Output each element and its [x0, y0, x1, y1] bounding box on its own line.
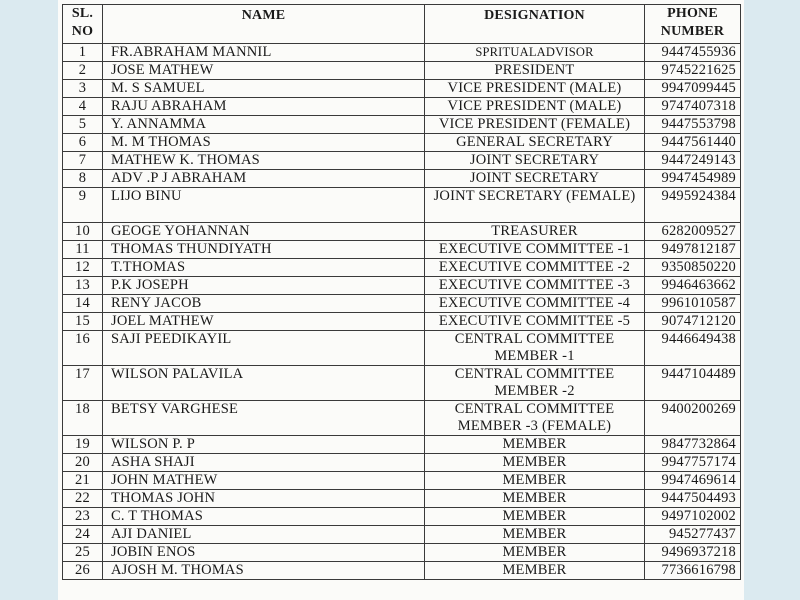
row-sl-no: 5 — [63, 116, 103, 134]
table-row — [63, 134, 741, 152]
row-name: AJI DANIEL — [103, 526, 425, 544]
row-designation: MEMBER — [425, 508, 645, 526]
row-name: T.THOMAS — [103, 259, 425, 277]
row-phone-number: 9446649438 — [645, 331, 741, 366]
row-phone-number: 9074712120 — [645, 313, 741, 331]
row-designation: GENERAL SECRETARY — [425, 134, 645, 152]
row-sl-no: 2 — [63, 62, 103, 80]
row-phone-number: 9946463662 — [645, 277, 741, 295]
row-designation: CENTRAL COMMITTEE MEMBER -1 — [425, 331, 645, 366]
row-sl-no: 18 — [63, 401, 103, 436]
row-name: THOMAS JOHN — [103, 490, 425, 508]
table-row — [63, 277, 741, 295]
row-name: Y. ANNAMMA — [103, 116, 425, 134]
header-name: NAME — [103, 5, 425, 44]
row-name: P.K JOSEPH — [103, 277, 425, 295]
table-row — [63, 259, 741, 277]
row-phone-number: 9497812187 — [645, 241, 741, 259]
row-designation: VICE PRESIDENT (FEMALE) — [425, 116, 645, 134]
row-name: RENY JACOB — [103, 295, 425, 313]
table-row — [63, 223, 741, 241]
row-sl-no: 17 — [63, 366, 103, 401]
row-designation: PRESIDENT — [425, 62, 645, 80]
row-designation: TREASURER — [425, 223, 645, 241]
row-name: M. M THOMAS — [103, 134, 425, 152]
row-sl-no: 14 — [63, 295, 103, 313]
row-name: MATHEW K. THOMAS — [103, 152, 425, 170]
row-phone-number: 9447104489 — [645, 366, 741, 401]
row-phone-number: 9496937218 — [645, 544, 741, 562]
row-phone-number: 9745221625 — [645, 62, 741, 80]
row-name: JOHN MATHEW — [103, 472, 425, 490]
row-phone-number: 9961010587 — [645, 295, 741, 313]
row-phone-number: 9495924384 — [645, 188, 741, 223]
row-name: LIJO BINU — [103, 188, 425, 223]
table-row — [63, 170, 741, 188]
row-designation: JOINT SECRETARY — [425, 170, 645, 188]
table-row — [63, 490, 741, 508]
row-name: JOEL MATHEW — [103, 313, 425, 331]
row-phone-number: 9447553798 — [645, 116, 741, 134]
row-phone-number: 9947469614 — [645, 472, 741, 490]
row-sl-no: 7 — [63, 152, 103, 170]
table-header-row — [63, 5, 741, 44]
row-name: ADV .P J ABRAHAM — [103, 170, 425, 188]
committee-table — [62, 4, 741, 580]
row-sl-no: 23 — [63, 508, 103, 526]
row-sl-no: 6 — [63, 134, 103, 152]
row-sl-no: 22 — [63, 490, 103, 508]
row-designation: JOINT SECRETARY — [425, 152, 645, 170]
row-name: AJOSH M. THOMAS — [103, 562, 425, 580]
row-phone-number: 9947454989 — [645, 170, 741, 188]
document-page — [58, 0, 744, 600]
row-designation: MEMBER — [425, 472, 645, 490]
row-designation: MEMBER — [425, 490, 645, 508]
table-row — [63, 80, 741, 98]
table-row — [63, 188, 741, 223]
table-row — [63, 44, 741, 62]
table-row — [63, 366, 741, 401]
table-row — [63, 116, 741, 134]
row-sl-no: 26 — [63, 562, 103, 580]
row-sl-no: 20 — [63, 454, 103, 472]
row-sl-no: 1 — [63, 44, 103, 62]
row-phone-number: 9447561440 — [645, 134, 741, 152]
table-row — [63, 544, 741, 562]
row-designation: EXECUTIVE COMMITTEE -5 — [425, 313, 645, 331]
table-row — [63, 152, 741, 170]
row-name: GEOGE YOHANNAN — [103, 223, 425, 241]
row-phone-number: 9947757174 — [645, 454, 741, 472]
table-row — [63, 508, 741, 526]
row-sl-no: 13 — [63, 277, 103, 295]
row-sl-no: 12 — [63, 259, 103, 277]
row-name: JOSE MATHEW — [103, 62, 425, 80]
row-sl-no: 16 — [63, 331, 103, 366]
row-sl-no: 19 — [63, 436, 103, 454]
row-name: M. S SAMUEL — [103, 80, 425, 98]
row-designation: CENTRAL COMMITTEE MEMBER -2 — [425, 366, 645, 401]
table-row — [63, 436, 741, 454]
row-phone-number: 9447455936 — [645, 44, 741, 62]
table-row — [63, 331, 741, 366]
row-phone-number: 7736616798 — [645, 562, 741, 580]
row-name: THOMAS THUNDIYATH — [103, 241, 425, 259]
row-designation: EXECUTIVE COMMITTEE -2 — [425, 259, 645, 277]
row-designation: MEMBER — [425, 544, 645, 562]
table-row — [63, 295, 741, 313]
header-designation: DESIGNATION — [425, 5, 645, 44]
row-sl-no: 3 — [63, 80, 103, 98]
row-phone-number: 9447504493 — [645, 490, 741, 508]
row-name: FR.ABRAHAM MANNIL — [103, 44, 425, 62]
table-row — [63, 454, 741, 472]
row-sl-no: 9 — [63, 188, 103, 223]
row-sl-no: 11 — [63, 241, 103, 259]
row-designation: EXECUTIVE COMMITTEE -3 — [425, 277, 645, 295]
table-row — [63, 562, 741, 580]
row-designation: VICE PRESIDENT (MALE) — [425, 98, 645, 116]
row-designation: JOINT SECRETARY (FEMALE) — [425, 188, 645, 223]
row-sl-no: 24 — [63, 526, 103, 544]
row-sl-no: 10 — [63, 223, 103, 241]
row-designation: MEMBER — [425, 526, 645, 544]
row-phone-number: 9847732864 — [645, 436, 741, 454]
row-name: WILSON PALAVILA — [103, 366, 425, 401]
table-row — [63, 62, 741, 80]
row-sl-no: 4 — [63, 98, 103, 116]
row-sl-no: 15 — [63, 313, 103, 331]
row-phone-number: 9747407318 — [645, 98, 741, 116]
row-phone-number: 9447249143 — [645, 152, 741, 170]
table-row — [63, 313, 741, 331]
row-designation: MEMBER — [425, 436, 645, 454]
row-name: WILSON P. P — [103, 436, 425, 454]
row-name: ASHA SHAJI — [103, 454, 425, 472]
table-row — [63, 241, 741, 259]
row-phone-number: 9350850220 — [645, 259, 741, 277]
table-row — [63, 526, 741, 544]
row-name: JOBIN ENOS — [103, 544, 425, 562]
row-phone-number: 6282009527 — [645, 223, 741, 241]
row-phone-number: 9947099445 — [645, 80, 741, 98]
row-sl-no: 21 — [63, 472, 103, 490]
row-phone-number: 9400200269 — [645, 401, 741, 436]
row-designation: EXECUTIVE COMMITTEE -1 — [425, 241, 645, 259]
row-sl-no: 8 — [63, 170, 103, 188]
row-designation: VICE PRESIDENT (MALE) — [425, 80, 645, 98]
table-row — [63, 401, 741, 436]
row-name: BETSY VARGHESE — [103, 401, 425, 436]
table-row — [63, 98, 741, 116]
row-sl-no: 25 — [63, 544, 103, 562]
header-phone-number: PHONE NUMBER — [645, 5, 741, 44]
row-name: RAJU ABRAHAM — [103, 98, 425, 116]
row-name: C. T THOMAS — [103, 508, 425, 526]
table-row — [63, 472, 741, 490]
row-designation: CENTRAL COMMITTEE MEMBER -3 (FEMALE) — [425, 401, 645, 436]
row-phone-number: 945277437 — [645, 526, 741, 544]
row-designation: EXECUTIVE COMMITTEE -4 — [425, 295, 645, 313]
row-designation: MEMBER — [425, 562, 645, 580]
row-designation: MEMBER — [425, 454, 645, 472]
row-designation: SPRITUALADVISOR — [425, 44, 645, 62]
row-name: SAJI PEEDIKAYIL — [103, 331, 425, 366]
header-sl-no: SL. NO — [63, 5, 103, 44]
row-phone-number: 9497102002 — [645, 508, 741, 526]
